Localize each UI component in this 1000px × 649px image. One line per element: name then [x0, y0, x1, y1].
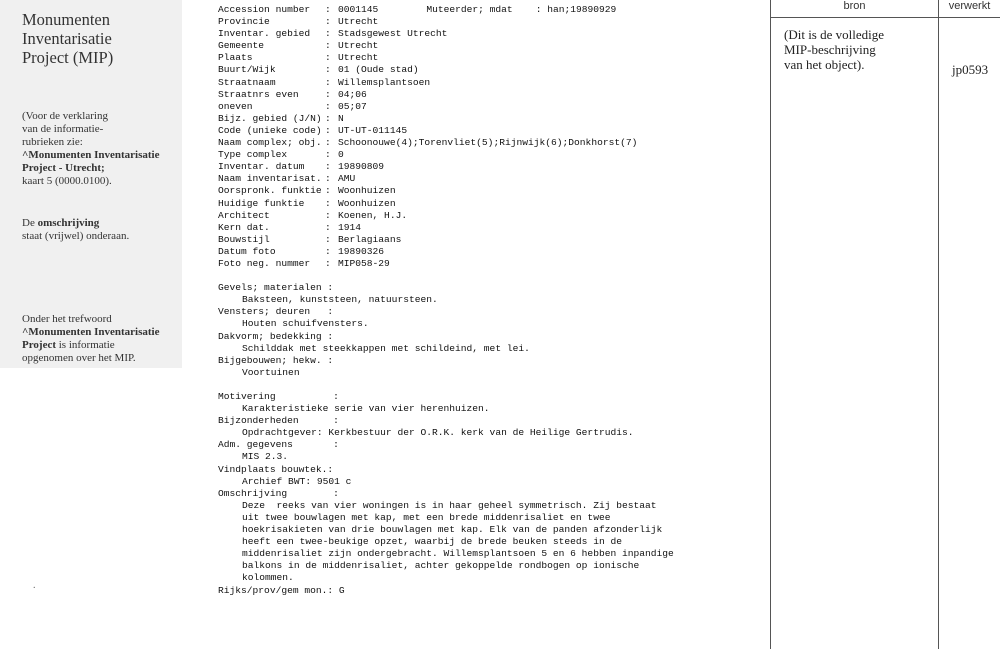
sidebar-title-line: Inventarisatie	[22, 29, 112, 48]
bron-line: (Dit is de volledige	[784, 27, 885, 42]
field-value: AMU	[338, 173, 356, 185]
field-label: Plaats	[218, 52, 253, 64]
field-separator: :	[325, 16, 331, 28]
field-separator: :	[325, 100, 331, 112]
field-row	[218, 137, 674, 149]
sidebar-note-keyword	[22, 313, 180, 365]
field-row	[218, 4, 674, 16]
field-value: Woonhuizen	[338, 197, 396, 209]
field-value: Utrecht	[338, 52, 379, 64]
field-separator: :	[325, 137, 331, 149]
verwerkt-cell: jp0593	[952, 62, 989, 77]
field-separator: :	[325, 52, 331, 64]
field-label: Naam inventarisat.	[218, 173, 322, 185]
field-label: Huidige funktie	[218, 197, 305, 209]
field-value: 0	[338, 149, 344, 161]
field-row	[218, 246, 674, 258]
field-row	[218, 101, 674, 113]
field-separator: :	[325, 173, 331, 185]
record-text-block	[218, 4, 674, 597]
reference-link-text: ^Monumenten Inventarisatie	[22, 149, 160, 161]
bron-line: MIP-beschrijving	[784, 42, 876, 57]
section-heading: Adm. gegevens :	[218, 439, 339, 451]
section-body-line: Deze reeks van vier woningen is in haar geheel symmetrisch. Zij bestaat	[242, 499, 657, 511]
note-line: opgenomen over het MIP.	[22, 352, 136, 364]
field-label: Inventar. datum	[218, 161, 305, 173]
field-label: Provincie	[218, 16, 270, 28]
field-value: 1914	[338, 221, 362, 233]
spacer	[218, 379, 674, 391]
field-row	[218, 149, 674, 161]
field-label: Straatnaam	[218, 76, 276, 88]
field-separator: :	[325, 161, 331, 173]
field-row	[218, 125, 674, 137]
reference-link-text: ^Monumenten Inventarisatie	[22, 326, 160, 338]
field-label: Foto neg. nummer	[218, 257, 311, 269]
field-row	[218, 258, 674, 270]
section-heading: Vensters; deuren :	[218, 306, 334, 318]
field-separator: :	[325, 245, 331, 257]
field-row	[218, 28, 674, 40]
field-extra: Muteerder; mdat : han;19890929	[426, 4, 617, 15]
section-body-line: Houten schuifvensters.	[242, 318, 369, 330]
note-line: Onder het trefwoord	[22, 313, 112, 325]
section-body-line: middenrisaliet zijn ondergebracht. Willemsplantsoen 5 en 6 hebben inpandige	[242, 548, 674, 560]
section-body-line: Archief BWT: 9501 c	[242, 475, 352, 487]
note-line: kaart 5 (0000.0100).	[22, 175, 112, 187]
field-value: 0001145	[338, 4, 379, 15]
field-separator: :	[325, 209, 331, 221]
stray-mark: .	[33, 580, 36, 591]
field-value: Utrecht	[338, 40, 379, 52]
note-line: staat (vrijwel) onderaan.	[22, 230, 130, 242]
field-row	[218, 89, 674, 101]
note-text: is informatie	[56, 339, 115, 351]
field-value: N	[338, 112, 344, 124]
field-value: Woonhuizen	[338, 185, 396, 197]
field-label: Buurt/Wijk	[218, 64, 276, 76]
section-body-line: Opdrachtgever: Kerkbestuur der O.R.K. kerk van de Heilige Gertrudis.	[242, 427, 634, 439]
field-separator: :	[325, 185, 331, 197]
field-label: Gemeente	[218, 40, 265, 52]
field-label: Naam complex; obj.	[218, 137, 322, 149]
field-separator: :	[325, 40, 331, 52]
section-body-line: MIS 2.3.	[242, 451, 289, 463]
field-row	[218, 173, 674, 185]
field-separator: :	[325, 28, 331, 40]
column-header-bron: bron	[843, 0, 866, 12]
bron-cell	[784, 27, 934, 72]
table-border-left	[770, 0, 771, 649]
note-line: van de informatie-	[22, 123, 104, 135]
field-label: Oorspronk. funktie	[218, 185, 322, 197]
table-border-middle	[938, 0, 939, 649]
field-value: 19890809	[338, 161, 385, 173]
section-body-line: kolommen.	[242, 572, 294, 584]
field-label: Type complex	[218, 149, 288, 161]
field-row	[218, 52, 674, 64]
section-heading: Rijks/prov/gem mon.: G	[218, 584, 345, 596]
note-line: (Voor de verklaring	[22, 110, 108, 122]
section-heading: Omschrijving :	[218, 487, 339, 499]
column-header-verwerkt: verwerkt	[948, 0, 991, 12]
field-separator: :	[325, 257, 331, 269]
field-label: Architect	[218, 209, 270, 221]
field-separator: :	[325, 4, 331, 15]
sidebar-title	[22, 10, 113, 67]
sidebar-info-panel	[0, 0, 182, 368]
field-value: Berlagiaans	[338, 233, 402, 245]
field-separator: :	[325, 112, 331, 124]
field-value: 19890326	[338, 245, 385, 257]
section-body-line: hoekrisakieten van drie bouwlagen met kap. Elk van de panden afzonderlijk	[242, 524, 663, 536]
field-label: Bouwstijl	[218, 233, 270, 245]
note-line: rubrieken zie:	[22, 136, 83, 148]
sidebar-title-line: Monumenten	[22, 10, 110, 29]
field-value: 04;06	[338, 88, 367, 100]
field-label: oneven	[218, 100, 253, 112]
table-header-divider	[770, 17, 1000, 18]
bron-line: van het object).	[784, 57, 865, 72]
field-separator: :	[325, 221, 331, 233]
field-separator: :	[325, 64, 331, 76]
field-value: MIP058-29	[338, 257, 390, 269]
sidebar-note-description	[22, 217, 180, 243]
field-value: Utrecht	[338, 16, 379, 28]
sidebar-title-line: Project (MIP)	[22, 48, 114, 67]
section-body-line: heeft een twee-beukige opzet, waarbij de brede beuken steeds in de	[242, 536, 622, 548]
field-row	[218, 64, 674, 76]
field-label: Bijz. gebied (J/N)	[218, 112, 322, 124]
note-text: De	[22, 217, 38, 229]
field-row	[218, 77, 674, 89]
section-heading: Motivering :	[218, 391, 339, 402]
field-row	[218, 234, 674, 246]
field-row	[218, 40, 674, 52]
note-bold: omschrijving	[37, 217, 100, 229]
field-row	[218, 198, 674, 210]
sidebar-note-explanation	[22, 110, 180, 188]
field-separator: :	[325, 124, 331, 136]
field-value: Schoonouwe(4);Torenvliet(5);Rijnwijk(6);Donkhorst(7)	[338, 137, 638, 149]
section-body-line: balkons in de middenrisaliet, achter gekoppelde rondbogen op ionische	[242, 560, 640, 572]
section-heading: Bijgebouwen; hekw. :	[218, 354, 334, 366]
field-value: 05;07	[338, 100, 367, 112]
section-heading: Vindplaats bouwtek.:	[218, 463, 334, 475]
field-row	[218, 113, 674, 125]
field-row	[218, 222, 674, 234]
section-body-line: Schilddak met steekkappen met schildeind, met lei.	[242, 342, 530, 354]
field-value: Stadsgewest Utrecht	[338, 28, 448, 40]
field-value: Koenen, H.J.	[338, 209, 408, 221]
section-body-line: Karakteristieke serie van vier herenhuizen.	[242, 403, 490, 415]
section-heading: Gevels; materialen :	[218, 282, 334, 294]
field-separator: :	[325, 88, 331, 100]
field-label: Inventar. gebied	[218, 28, 311, 40]
field-row	[218, 161, 674, 173]
field-row	[218, 210, 674, 222]
field-row	[218, 185, 674, 197]
field-label: Kern dat.	[218, 221, 270, 233]
field-label: Code (unieke code)	[218, 124, 322, 136]
section-body-line: Baksteen, kunststeen, natuursteen.	[242, 294, 438, 306]
section-heading: Dakvorm; bedekking :	[218, 330, 334, 342]
section-body-line: uit twee bouwlagen met kap, met een brede middenrisaliet en twee	[242, 511, 611, 523]
section-body-line: Voortuinen	[242, 366, 300, 378]
reference-link-text: Project	[22, 339, 56, 351]
field-separator: :	[325, 76, 331, 88]
field-value: UT-UT-011145	[338, 124, 408, 136]
field-value: Willemsplantsoen	[338, 76, 431, 88]
field-separator: :	[325, 233, 331, 245]
spacer	[218, 270, 674, 282]
field-separator: :	[325, 149, 331, 161]
field-row	[218, 16, 674, 28]
field-label: Accession number	[218, 4, 311, 15]
section-heading: Bijzonderheden :	[218, 415, 339, 427]
field-value: 01 (Oude stad)	[338, 64, 419, 76]
field-label: Datum foto	[218, 245, 276, 257]
field-separator: :	[325, 197, 331, 209]
reference-link-text: Project - Utrecht;	[22, 162, 105, 174]
field-label: Straatnrs even	[218, 88, 299, 100]
